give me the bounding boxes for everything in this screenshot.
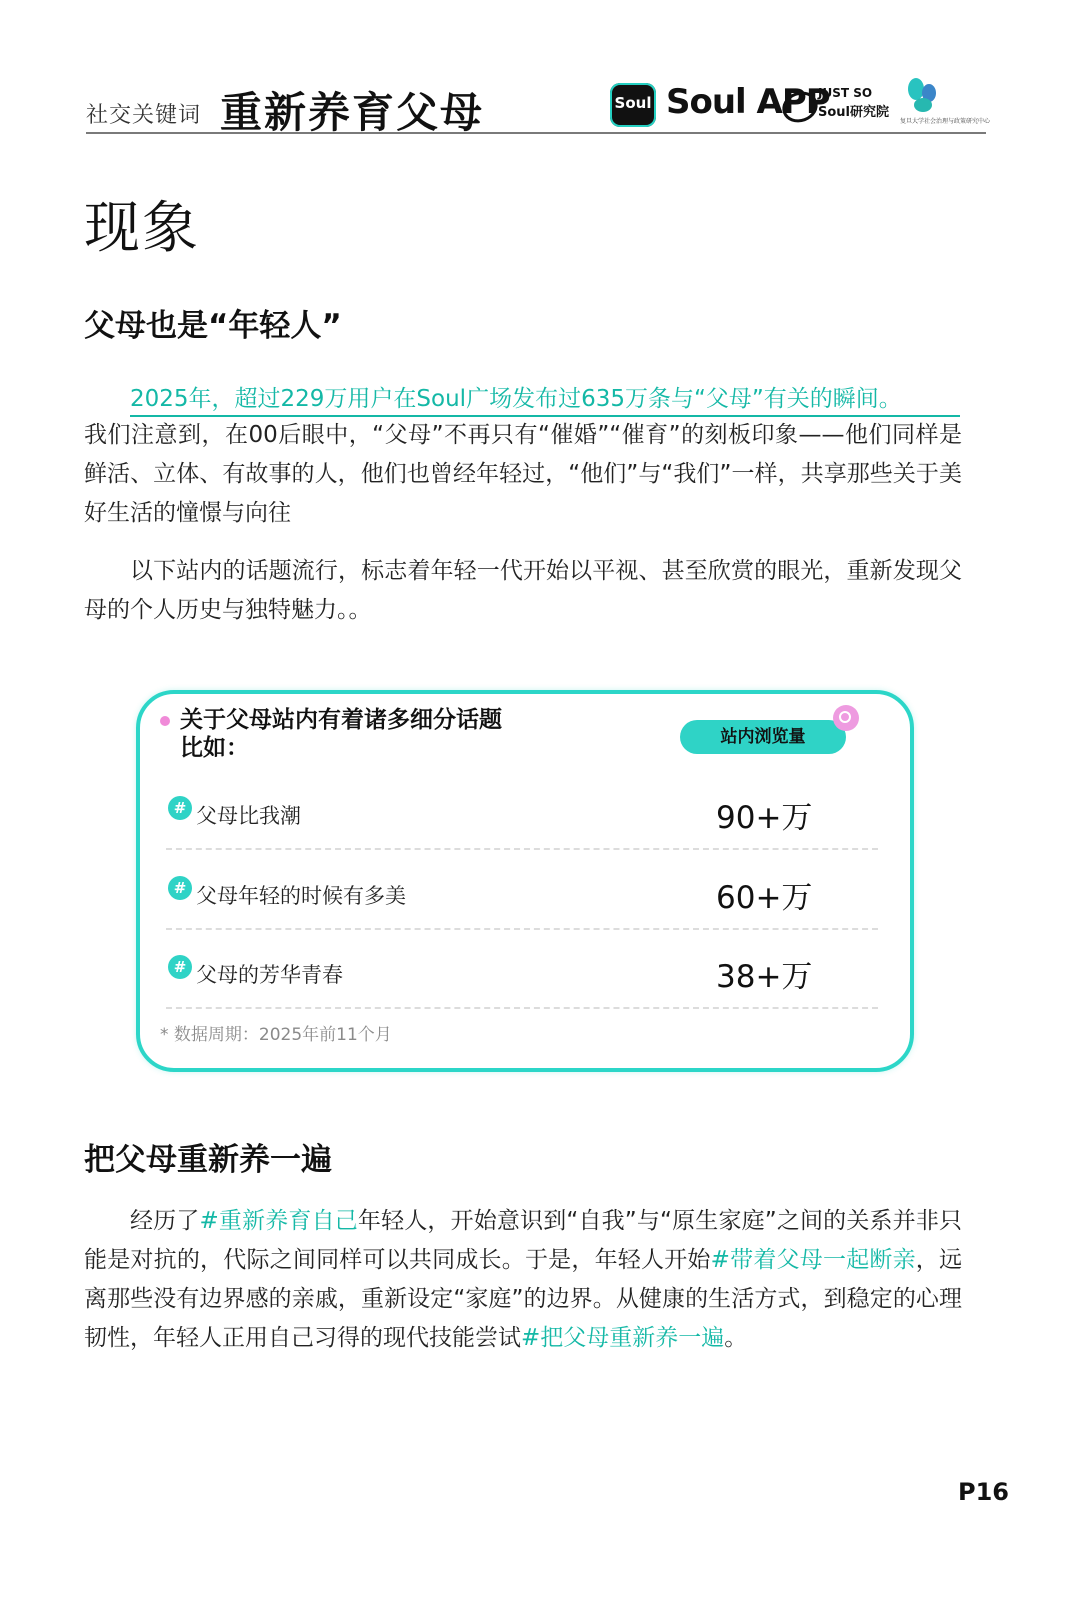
section-title: 现象: [84, 196, 200, 261]
subsection-title: 把父母重新养一遍: [84, 1142, 332, 1178]
body-paragraph: 以下站内的话题流行，标志着年轻一代开始以平视、甚至欣赏的眼光，重新发现父母的个人历史与独特魅力。。: [84, 558, 962, 623]
hashtag-link[interactable]: #带着父母一起断亲: [710, 1247, 916, 1273]
topic-row: [166, 951, 878, 1009]
university-logo-shape: [914, 98, 932, 112]
paragraph-text: 年轻人，开始意识到“自我”与“原生家庭”之间的关系并非只能是对抗的，代际之间同样可以共同成长。于是，年轻人开始: [84, 1208, 962, 1273]
subsection-title: 父母也是“年轻人”: [84, 308, 342, 344]
topic-row: [166, 792, 878, 850]
soul-app-icon: [610, 83, 656, 127]
highlight-statistic: 2025年，超过229万用户在Soul广场发布过635万条与“父母”有关的瞬间。: [130, 380, 960, 417]
justso-line2: Soul研究院: [818, 105, 890, 120]
topic-name: 父母年轻的时候有多美: [196, 884, 406, 908]
keyword-label: 社交关键词: [86, 103, 202, 128]
paragraph-text: ，远离那些没有边界感的亲戚，重新设定“家庭”的边界。从健康的生活方式，到稳定的心理韧性，年轻人正用自己习得的现代技能尝试: [84, 1247, 963, 1351]
hashtag-icon: #: [168, 796, 192, 820]
bullet-dot-icon: [160, 716, 170, 726]
hashtag-icon: #: [168, 876, 192, 900]
body-paragraph: [84, 1202, 962, 1358]
paragraph-text: 经历了: [130, 1208, 200, 1234]
university-logo: [890, 76, 991, 128]
topic-views: 38+万: [716, 959, 813, 995]
topic-views: 60+万: [716, 880, 813, 916]
body-paragraph: 我们注意到，在00后眼中，“父母”不再只有“催婚”“催育”的刻板印象——他们同样是鲜活、立体、有故事的人，他们也曾经年轻过，“他们”与“我们”一样，共享那些关于美好生活的憧憬与向往: [84, 422, 962, 526]
justso-logo: [782, 86, 892, 126]
university-caption: 复旦大学社会治理与政策研究中心: [900, 118, 991, 125]
page-header: [86, 76, 991, 137]
topic-name: 父母比我潮: [196, 804, 301, 828]
justso-ring-icon: [778, 87, 822, 128]
search-bubble-icon: [833, 705, 859, 731]
card-heading: [180, 706, 502, 762]
soul-app-logo-text: Soul APP: [666, 82, 830, 122]
hashtag-icon: #: [168, 955, 192, 979]
hashtag-link[interactable]: #重新养育自己: [199, 1208, 358, 1234]
hashtag-link[interactable]: #把父母重新养一遍: [521, 1325, 725, 1351]
topic-row: [166, 872, 878, 930]
data-period-footnote: * 数据周期：2025年前11个月: [160, 1025, 392, 1045]
card-heading-line1: 关于父母站内有着诸多细分话题: [180, 707, 502, 733]
page-number: P16: [958, 1478, 1009, 1506]
justso-line1: JUST SO: [818, 86, 873, 100]
paragraph-text: 。: [724, 1325, 748, 1351]
keyword-title: 重新养育父母: [220, 88, 485, 137]
views-label-badge: 站内浏览量: [680, 720, 846, 754]
card-heading-line2: 比如：: [180, 735, 249, 761]
topic-name: 父母的芳华青春: [196, 963, 343, 987]
topic-views: 90+万: [716, 800, 813, 836]
soul-icon-text: Soul: [614, 94, 652, 112]
